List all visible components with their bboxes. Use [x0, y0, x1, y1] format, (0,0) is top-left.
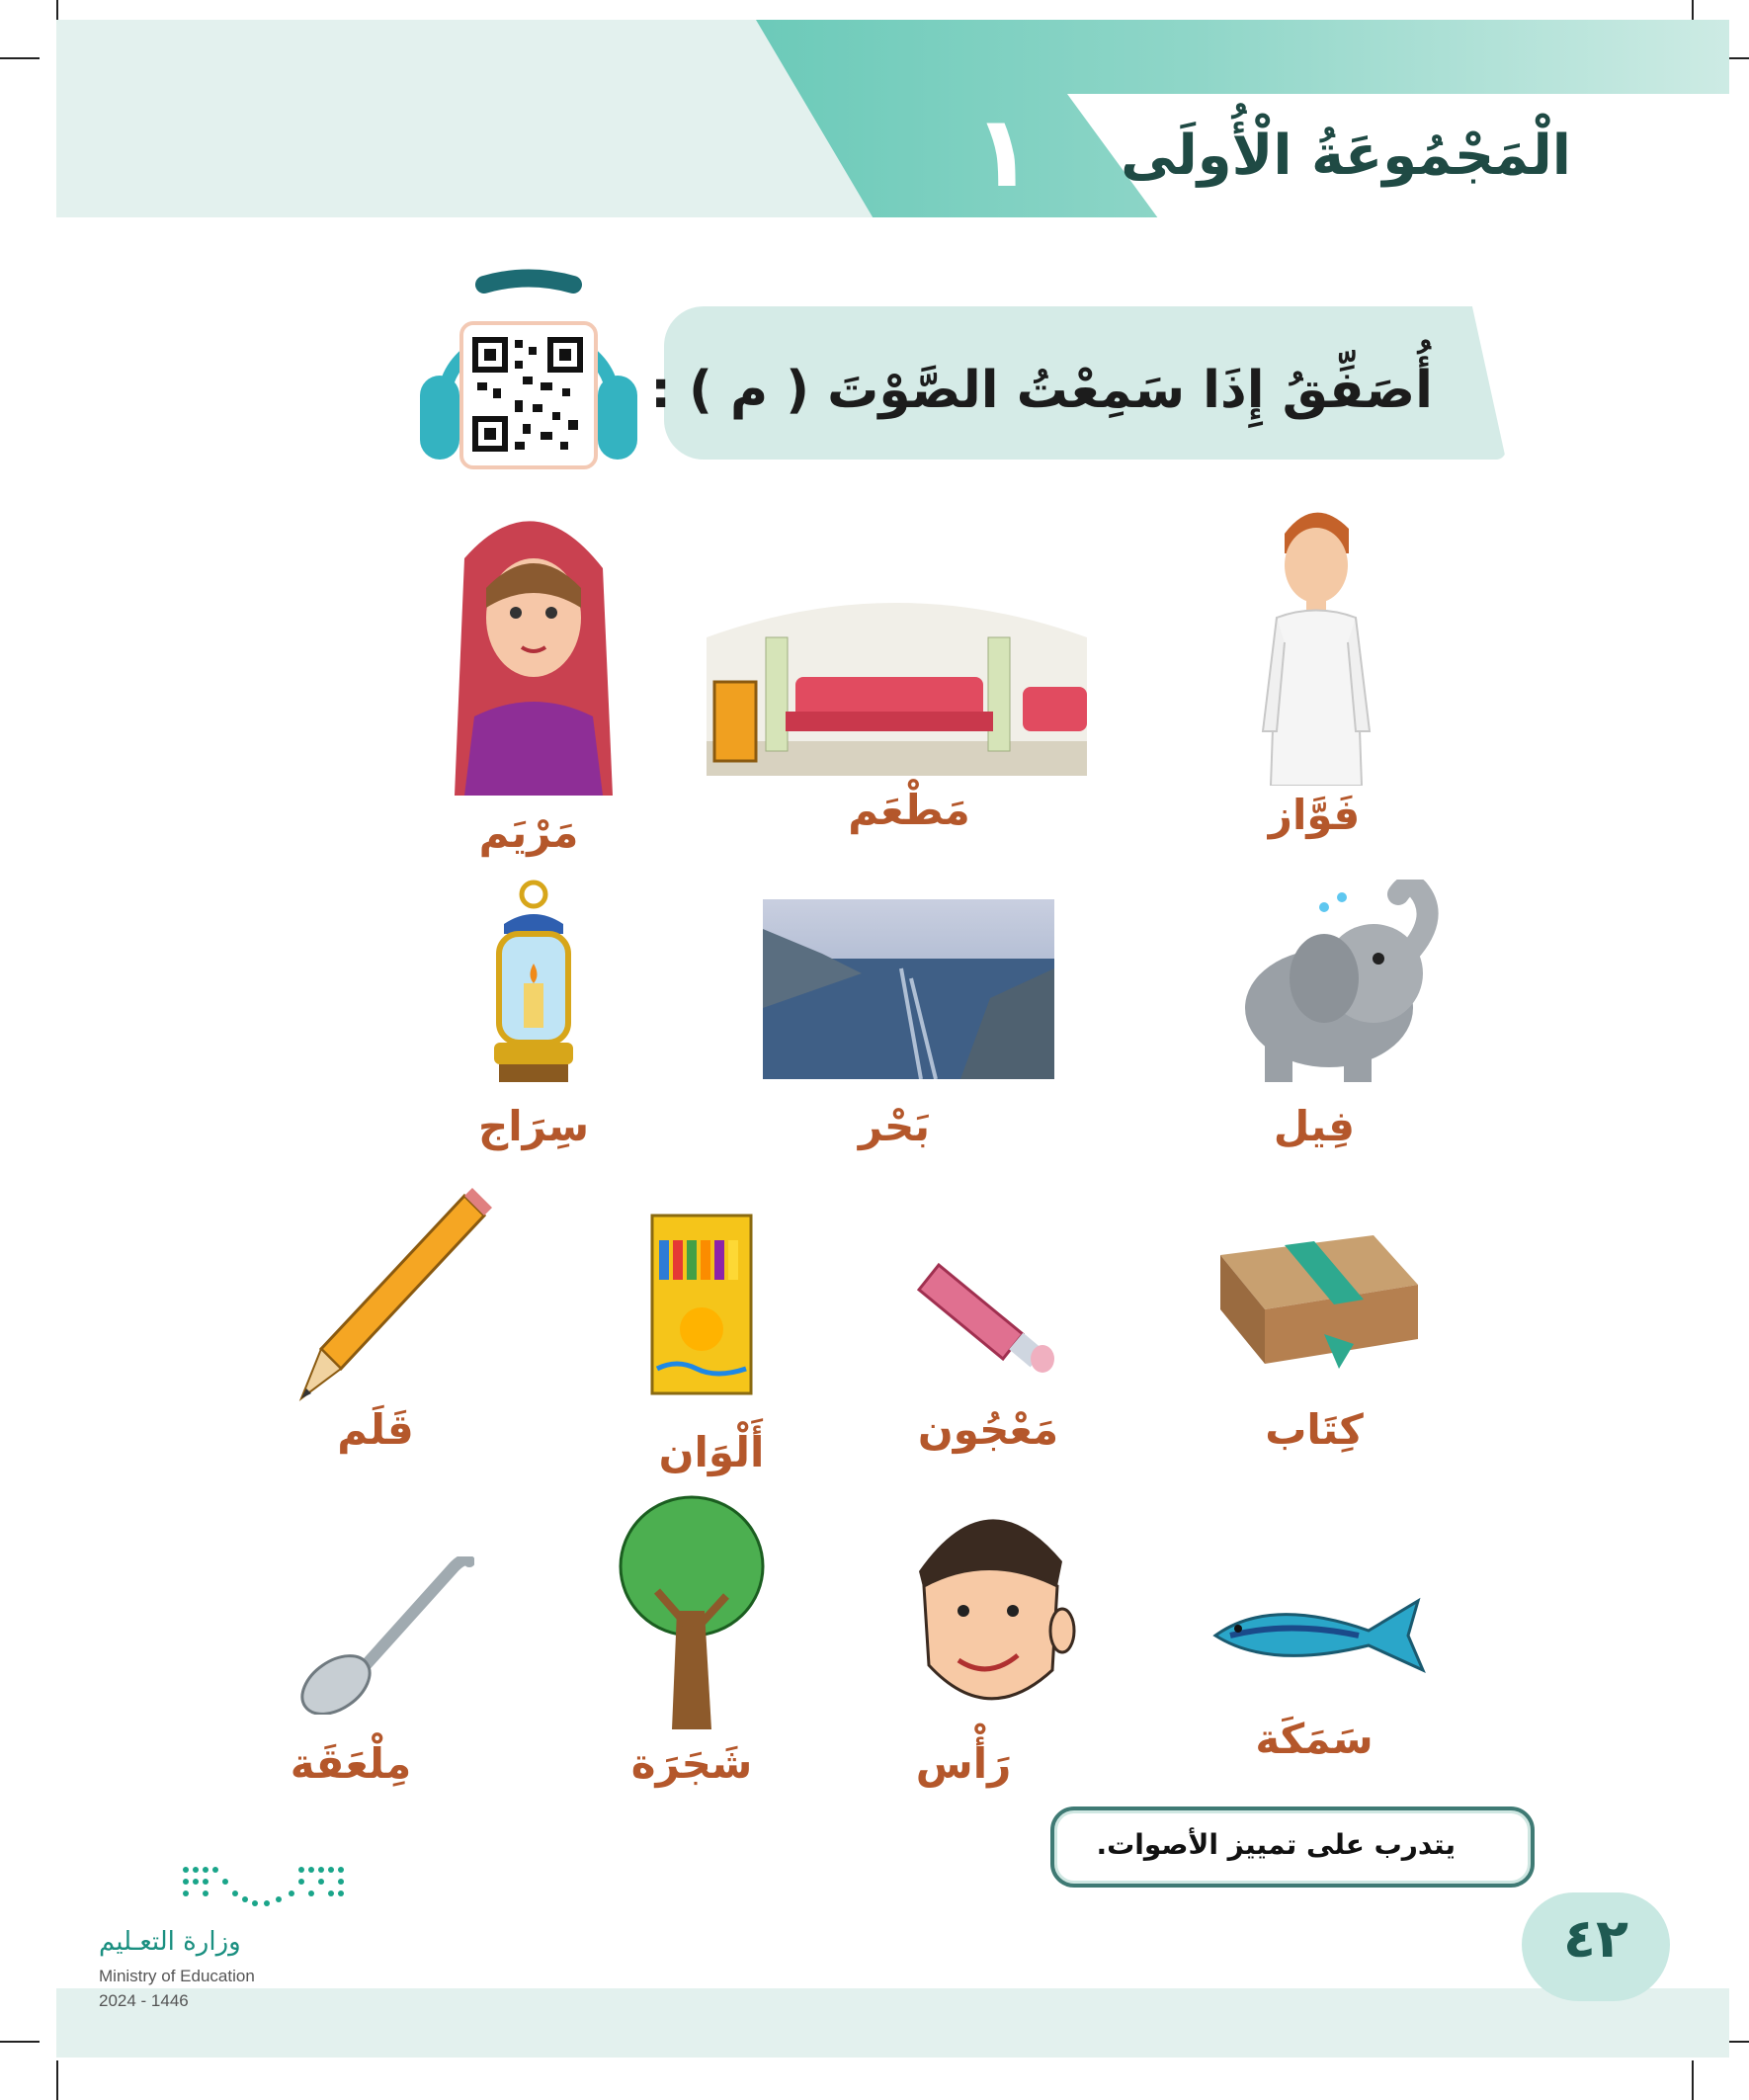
- word-raas: رَأْس: [915, 1739, 1012, 1788]
- crop-mark: [0, 2041, 40, 2043]
- instruction-text: أُصَفِّقُ إِذَا سَمِعْتُ الصَّوْتَ ( م ) :: [650, 361, 1433, 420]
- boy-icon: [1255, 494, 1374, 786]
- word-fawwaz: فَوَّاز: [1268, 791, 1361, 839]
- toothpaste-icon: [914, 1260, 1062, 1374]
- sea-icon: [763, 899, 1054, 1079]
- qr-code[interactable]: [459, 321, 598, 469]
- restaurant-icon: [707, 578, 1087, 776]
- fish-icon: [1210, 1591, 1428, 1675]
- pencil-icon: [296, 1186, 494, 1403]
- lantern-icon: [479, 880, 588, 1092]
- head-icon: [899, 1492, 1077, 1720]
- word-milaqa: مِلْعَقَة: [290, 1739, 412, 1788]
- book-icon: [1215, 1235, 1423, 1369]
- elephant-icon: [1215, 880, 1443, 1097]
- ministry-logo-icon: [178, 1860, 351, 1909]
- crop-mark: [1692, 2060, 1694, 2100]
- page-number: ٤٢: [1563, 1907, 1628, 1970]
- edition-year: 2024 - 1446: [99, 1991, 189, 2010]
- word-siraj: سِرَاج: [477, 1102, 590, 1150]
- word-qalam: قَلَم: [337, 1405, 414, 1454]
- girl-icon: [435, 499, 632, 796]
- word-shajara: شَجَرَة: [630, 1739, 753, 1788]
- word-alwan: أَلْوَان: [658, 1428, 765, 1476]
- section-title: الْمَجْمُوعَةُ الْأُولَى: [1121, 124, 1571, 188]
- word-maajoon: مَعْجُون: [917, 1405, 1059, 1454]
- crop-mark: [0, 57, 40, 59]
- section-number: ١: [972, 94, 1034, 210]
- objective-text: يتدرب على تمييز الأصوات.: [1096, 1828, 1456, 1861]
- footer-band: [56, 1988, 1729, 2058]
- word-kitab: كِتَاب: [1265, 1405, 1364, 1454]
- word-samaka: سَمَكَة: [1255, 1715, 1374, 1763]
- crop-mark: [56, 2060, 58, 2100]
- qr-pattern-icon: [463, 325, 594, 465]
- word-feel: فِيل: [1273, 1102, 1356, 1150]
- word-bahr: بَحْر: [858, 1102, 931, 1150]
- ministry-name-en: Ministry of Education: [99, 1967, 255, 1985]
- word-maryam: مَرْيَم: [478, 808, 579, 857]
- spoon-icon: [296, 1556, 474, 1715]
- crayons-icon: [647, 1211, 756, 1398]
- ministry-name-ar: وزارة التعـليم: [99, 1927, 241, 1957]
- tree-icon: [618, 1492, 766, 1729]
- word-mataam: مَطْعَم: [848, 786, 970, 834]
